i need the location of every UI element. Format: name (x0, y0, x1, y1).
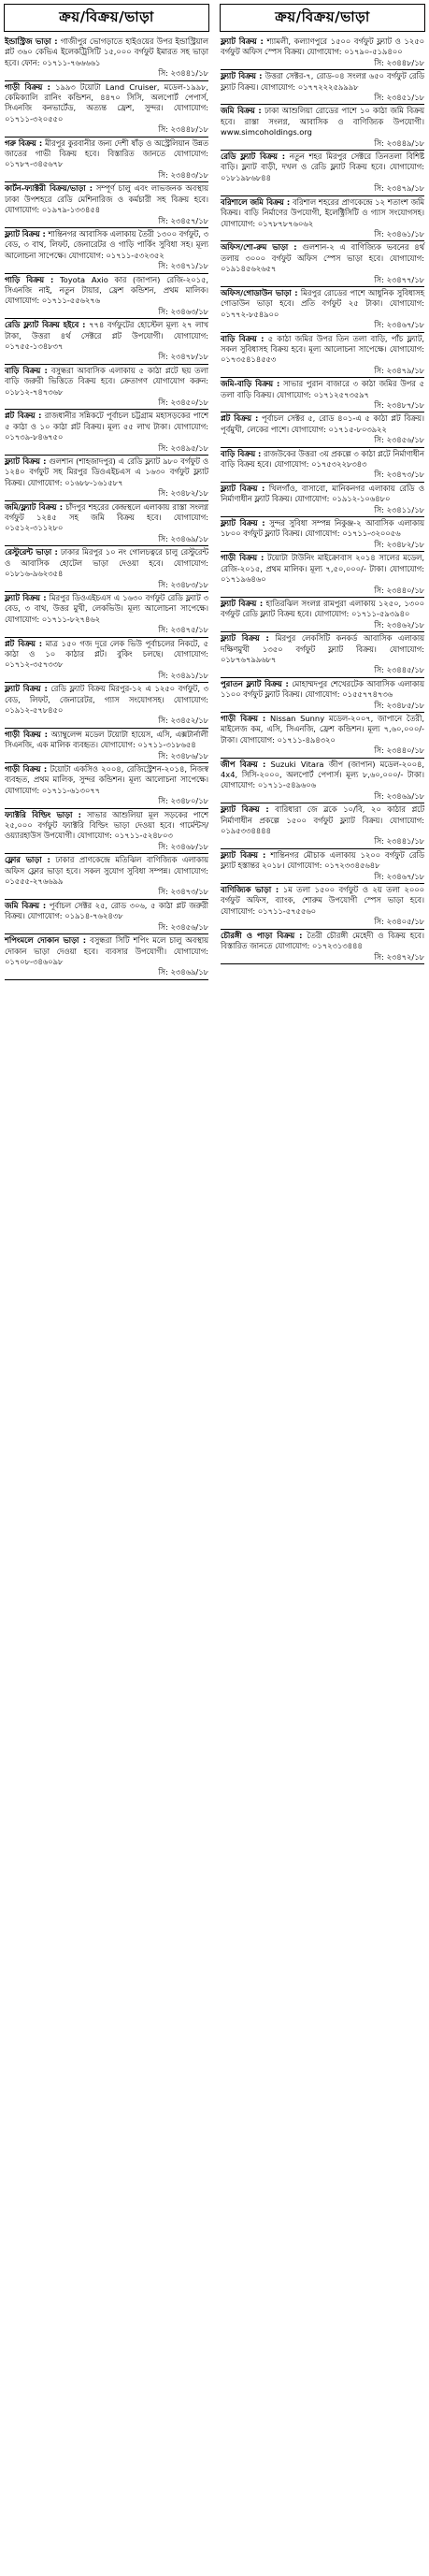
ad-code: সি: ২৩৪৪০/১৮ (374, 585, 424, 595)
ad-code: সি: ২৩৪৪০/১৮ (374, 745, 424, 756)
classified-ad (4, 683, 209, 729)
ad-code: সি: ২৩৪৮০/১৮ (158, 796, 208, 806)
ad-body: মিরপুর রোডের পাশে আধুনিক সুবিধাসহ গোডাউন ভাড়া হবে। প্রতি বর্গফুট ২৫ টাকা। যোগাযোগ: ০১৭৭২-৮৫৪৯০০ (221, 287, 424, 319)
classified-ad (220, 70, 425, 105)
ad-heading: ফ্লোর ভাড়া : (5, 855, 50, 865)
classified-ad (4, 182, 209, 228)
ad-code: সি: ২৩৪৯৫/১৮ (158, 442, 208, 453)
ad-heading: জমি বিক্রয় : (5, 900, 47, 910)
ad-code: সি: ২৩৪৪৮/১৮ (374, 57, 424, 67)
ad-heading: প্লট বিক্রয় : (5, 411, 42, 421)
ad-body: শ্যামলী, কল্যাণপুরে ১৫০০ বর্গফুট ফ্ল্যাট ও ১২৫০ বর্গফুট অফিস স্পেস বিক্রয়। যোগাযোগ: ০১৭৯০-৫১৯৪০০ (221, 36, 424, 57)
ad-body: রেডি ফ্ল্যাট বিক্রয় মিরপুর-১২ এ ১২৫০ বর্গফুট, ৩ বেড, লিফট, জেনারেটর, গ্যাস সংযোগসহ। যোগাযোগ: ০১৯১২-৫৭৮৪৫০ (5, 684, 208, 715)
classified-ad (4, 274, 209, 320)
ad-heading: ফ্ল্যাট বিক্রয় : (5, 228, 46, 239)
ad-heading: ফ্ল্যাট বিক্রয় : (221, 36, 264, 46)
ad-code: সি: ২৩৪৫২/১৮ (158, 716, 208, 726)
classified-ad (4, 729, 209, 763)
ad-heading: বাড়ি বিক্রয় : (221, 333, 265, 343)
ad-heading: বাড়ি বিক্রয় : (5, 365, 48, 375)
classified-ad (220, 412, 425, 447)
ad-code: সি: ২৩৪৭৫/১৮ (158, 625, 208, 635)
ad-heading: গাড়ী বিক্রয় : (5, 729, 48, 739)
ad-code: সি: ২৩৪১১/১৮ (374, 504, 424, 514)
ad-code: সি: ২৩৪৬২/১৮ (374, 619, 424, 630)
ad-body: গুলশান-২ এ বাণিজ্যিক ভবনের ৪র্থ তলায় ৩০০০ বর্গফুট অফিস স্পেস ভাড়া হবে। যোগাযোগ: ০১৯১৪৫৬২৬৫৭ (221, 242, 424, 274)
classified-ad (4, 638, 209, 684)
classified-ad (4, 854, 209, 900)
ad-heading: পুরাতন ফ্ল্যাট বিক্রয় : (221, 678, 289, 688)
ad-divider (221, 963, 424, 964)
ad-heading: গাড়ী বিক্রয় : (5, 764, 48, 774)
column-header-right: ক্রয়/বিক্রয়/ভাড়া (220, 4, 425, 32)
ad-heading: শপিংমলে দোকান ভাড়া : (5, 935, 87, 946)
ad-body: পূর্বাচল সেক্টর ২৫, রোড ৩০৬, ৫ কাঠা প্লট জরুরী বিক্রয়। যোগাযোগ: ০১৯১৪-৭৬২৪৩৮ (5, 900, 208, 921)
classified-ad (4, 319, 209, 365)
ad-body: মোহাম্মদপুর শেখেরটেক আবাসিক এলাকায় ১১০০ বর্গফুট ফ্ল্যাট বিক্রয়। যোগাযোগ: ০১৫৫৭৭৪৭৩৬ (221, 678, 424, 700)
classified-ad (220, 151, 425, 196)
ad-code: সি: ২৩৪৮৫/১৮ (374, 700, 424, 710)
classified-ad (4, 410, 209, 456)
ad-code: সি: ২৩৪৬৭/১৮ (374, 871, 424, 881)
ad-heading: ফ্ল্যাট বিক্রয় : (5, 592, 47, 602)
ad-heading: ফ্ল্যাট বিক্রয় : (221, 849, 266, 860)
ad-body: মিরপুর ডিওএইচএস এ ১৬৩০ বর্গফুট রেডি ফ্ল্যাট ৩ বেড, ৩ বাথ, উত্তর মুখী, লেকভিউ। মূল্য আলোচনা সাপেক্ষে। যোগাযোগ: ০১৭১১-৮২৭৪৬২ (5, 592, 208, 624)
ad-body: ঢাকা আশুলিয়া রোডের পাশে ১০ কাঠা জমি বিক্রয় হবে। রাস্তা সংলগ্ন, আবাসিক ও বাণিজ্যিক উপযোগী। www.simcoholdings.org (221, 106, 424, 137)
classified-list-left (4, 36, 209, 980)
classified-ad (220, 803, 425, 849)
classified-ad (4, 763, 209, 809)
ad-body: রাজধানীর সন্নিকটে পূর্বাচল চট্টগ্রাম মহাসড়কের পাশে ৫ কাঠা ও ১০ কাঠা প্লট বিক্রয়। মূল্য ৫৫ লাখ টাকা। যোগাযোগ: ০১৭৩৯-৮৪৬৭৫০ (5, 411, 208, 442)
ad-body: সাভার পুরান বাজারে ৩ কাঠা জমির উপর ৫ তলা বাড়ি বিক্রয়। যোগাযোগ: ০১৭১২৫৭৩৫৯৭ (221, 379, 424, 399)
ad-code: সি: ২৩৪৬৭/১৮ (374, 320, 424, 330)
ad-code: সি: ২৩৪৬৯/১৮ (158, 967, 208, 977)
classified-ad (220, 713, 425, 759)
ad-body: হাতিরঝিল সংলগ্ন রামপুরা এলাকায় ১২৫০, ১৩০০ বর্গফুট রেডি ফ্ল্যাট বিক্রয় হবে। যোগাযোগ: ০১৭১১-৫৯৩৯৪০ (221, 598, 424, 619)
ad-body: মিরপুর লেকসিটি কনকর্ড আবাসিক এলাকায় দক্ষিণমুখী ১৩৫০ বর্গফুট ফ্ল্যাট বিক্রয়। যোগাযোগ: ০১৮৭৬৭৯৯৬৮৭ (221, 633, 425, 664)
ad-heading: কার্টন-ফ্যাক্টরী বিক্রয়/ভাড়া : (5, 183, 93, 194)
ad-body: রাজউকের উত্তরা ৩য় প্রকল্পে ৩ কাঠা প্লটে নির্মাণাধীন বাড়ি বিক্রয় হবে। যোগাযোগ: ০১৭৫৩২২৮৩৪৩ (221, 448, 425, 470)
classified-ad (220, 378, 425, 412)
ad-code: সি: ২৩৪৭৩/১৮ (374, 470, 424, 480)
ad-heading: জমি-বাড়ি বিক্রয় : (221, 379, 280, 389)
classified-ad (220, 632, 425, 678)
ad-heading: গাড়ী বিক্রয় : (221, 553, 265, 563)
ad-code: সি: ২৩৪৬১/১৮ (374, 228, 424, 239)
classified-ad (220, 36, 425, 70)
ad-body: ঢাকার মিরপুর ১০ নং গোলচত্বরে চালু রেস্টুরেন্ট ও আবাসিক হোটেল ভাড়া দেওয়া হবে। যোগাযোগ: ০১৮১৬-৯৬২৩৫৪ (5, 547, 208, 579)
classified-ad (220, 448, 425, 483)
classified-ad (220, 678, 425, 713)
ad-code: সি: ২৩৪৬৯/১৮ (158, 533, 208, 543)
ad-heading: ফ্ল্যাট বিক্রয় : (5, 684, 48, 694)
classified-ad (4, 137, 209, 183)
ad-body: শান্তিনগর আবাসিক এলাকায় তৈরী ১৩০০ বর্গফুট, ৩ বেড, ৩ বাথ, লিফট, জেনারেটর ও গাড়ি পার্কিং সুবিধা সহ। মূল্য আলোচনা সাপেক্ষে। যোগাযোগ: ০১৭১১-৫৩২৩৫২ (5, 228, 208, 260)
ad-heading: ফ্ল্যাট বিক্রয় : (221, 633, 269, 644)
classified-ad (4, 934, 209, 980)
ad-divider (5, 979, 208, 980)
ad-body: Nissan Sunny মডেল-২০০৭, জাপানে তৈরী, মাইলেজ কম, এসি, সিএনজি, ফ্রেশ কন্ডিশন। মূল্য ৭,৬০,০০০/- টাকা। যোগাযোগ: ০১৭১১-৪৯৪৩২০ (221, 713, 424, 745)
ad-heading: জমি বিক্রয় : (221, 106, 262, 116)
classified-ad (4, 81, 209, 137)
ad-code: সি: ২৩৪৮৭/১৮ (374, 400, 424, 410)
classified-ad (4, 456, 209, 501)
ad-code: সি: ২৩৪৪৮/১৮ (158, 124, 208, 135)
ad-code: সি: ২৩৪৮৬/১৮ (158, 750, 208, 760)
ad-heading: গরু বিক্রয় : (5, 137, 43, 148)
classified-ad (220, 105, 425, 151)
ad-code: সি: ২৩৪৫৬/১৮ (374, 435, 424, 445)
ad-body: গুলশান (শাহজাদপুর) এ রেডি ফ্ল্যাট ৯৮০ বর্গফুট ও ১২৪০ বর্গফুট সহ মিরপুর ডিওএইচএস এ ১৬৩০ বর্গফুট ফ্ল্যাট বিক্রয়। যোগাযোগ: ০১৬৮৮-১৬১৫৮৭ (5, 456, 208, 487)
ad-heading: ফ্ল্যাট বিক্রয় : (221, 804, 269, 815)
ad-heading: জীপ বিক্রয় : (221, 759, 266, 769)
classified-ad (220, 884, 425, 930)
ad-code: সি: ২৩৪৭১/১৮ (158, 261, 208, 271)
ad-body: ১৯৯৩ টয়োটা Land Cruiser, মডেল-১৯৯৮, কেমিক্যালি রানিং কন্ডিশন, ৪৪৭০ সিসি, অলপোর্ট পেপার্স, সিএনজি কনভার্টেড, অত্যন্ত ফ্রেশ, সুন্দর। যোগাযোগ: ০১৭১১-৩২০৫৫০ (5, 81, 208, 123)
classified-ad (220, 759, 425, 804)
classified-ad (220, 598, 425, 632)
classified-ad (220, 930, 425, 964)
ad-body: মীরপুর কুরবানীর জন্য দেশী ষাঁড় ও অস্ট্রেলিয়ান উন্নত জাতের গাভী বিক্রয় হবে। বিস্তারিত জানতে যোগাযোগ: ০১৭৮৭-৩৪৫৬৭৮ (5, 137, 208, 169)
ad-body: ১ম তলা ১৫০০ বর্গফুট ও ২য় তলা ২০০০ বর্গফুট অফিস, ব্যাংক, শোরুম উপযোগী স্পেস ভাড়া হবে। যোগাযোগ: ০১৭১১-৫৭৫৫৬০ (221, 885, 425, 916)
ad-body: টয়োটা একসিও ২০০৪, রেজিস্ট্রেশন-২০১৪, নিজস্ব ব্যবহৃত, প্রথম মালিক, সুন্দর কন্ডিশন। মূল্য আলোচনা সাপেক্ষে। যোগাযোগ: ০১৭১১-৬১৩০৭৭ (5, 764, 208, 795)
classified-ad (4, 228, 209, 274)
ad-heading: গাড়ি বিক্রয় : (5, 274, 54, 284)
ad-code: সি: ২৩৪৬৮/১৮ (158, 841, 208, 851)
ad-body: Suzuki Vitara জীপ (জাপান) মডেল-২০০৪, 4x4, সিসি-২০০০, অলপোর্ট পেপার্স। মূল্য ৮,৬০,০০০/- টাকা। যোগাযোগ: ০১৭১১-৫৪৯৬০৬ (221, 759, 425, 790)
ad-heading: অফিস/গোডাউন ভাড়া : (221, 287, 298, 297)
classified-ad (4, 809, 209, 855)
ad-heading: রেস্টুরেন্ট ভাড়া : (5, 547, 58, 557)
classified-ad (4, 900, 209, 934)
ad-heading: বাণিজ্যিক ভাড়া : (221, 885, 279, 895)
ad-heading: ফ্ল্যাট বিক্রয় : (221, 483, 265, 493)
left-column (4, 4, 209, 2574)
ad-body: চাঁদপুর শহরের কেন্দ্রস্থলে এলাকায় রাস্তা সংলগ্ন বর্গফুট ১২৪৫ সহ জমি বিক্রয় হবে। যোগাযোগ: ০১৫১২-৩১১২৮০ (5, 501, 208, 533)
ad-code: সি: ২৩৪০৫/১৮ (374, 917, 424, 927)
ad-code: সি: ২৩৪৫৬/১৮ (158, 921, 208, 932)
ad-code: সি: ২৩৪৭৯/১৮ (374, 183, 424, 194)
ad-body: মাত্র ১৫০ গজ দূরে লেক ভিউ পূর্বাচলের নিকটে, ৫ কাঠা ও ১০ কাঠার প্লট। বুকিং চলছে। যোগাযোগ: ০১৭১২-৩৫৭৩৩৮ (5, 638, 208, 670)
ad-code: সি: ২৩৪৮২/১৮ (158, 488, 208, 499)
classified-ad (4, 546, 209, 592)
ad-body: বসুন্ধরা সিটি শপিং মলে চালু অবস্থায় দোকান ভাড়া দেওয়া হবে। ব্যবসার উপযোগী। যোগাযোগ: ০১৭০৮-৩৪৬০৯৮ (5, 935, 209, 966)
ad-body: পূর্বাচল সেক্টর ৫, রোড ৪০১-এ ৫ কাঠা প্লট বিক্রয়। পূর্বমুখী, লেকের পাশে। যোগাযোগ: ০১৭১৫-৮০৩৯২২ (221, 413, 424, 434)
ad-heading: ফ্ল্যাট বিক্রয় : (221, 71, 263, 81)
ad-code: সি: ২৩৪৪১/১৮ (374, 836, 424, 847)
ad-heading: গাড়ী বিক্রয় : (221, 713, 266, 723)
ad-heading: ফ্যাক্টরি বিল্ডিং ভাড়া : (5, 809, 81, 819)
ad-code: সি: ২৩৪৭৮/১৮ (158, 352, 208, 362)
ad-body: উত্তরা সেক্টর-৭, রোড-০৪ সংলগ্ন ৬৫০ বর্গফুট রেডি ফ্ল্যাট বিক্রয়। যোগাযোগ: ০১৭৭২২২৫৯৯৯৮ (221, 71, 425, 92)
right-column (220, 4, 425, 2574)
ad-code: সি: ২৩৪৪১/১৮ (158, 68, 208, 79)
column-header-left: ক্রয়/বিক্রয়/ভাড়া (4, 4, 209, 32)
ad-code: সি: ২৩৪৯১/১৮ (158, 670, 208, 680)
ad-body: শান্তিনগর মৌচাক এলাকায় ১২০০ বর্গফুট রেডি ফ্ল্যাট হস্তান্তর ২০১৮। যোগাযোগ: ০১৭২৩৩৪৫৬৪৮ (221, 849, 424, 871)
ad-heading: ফ্ল্যাট বিক্রয় : (221, 518, 265, 528)
ad-body: বারিধারা জে ব্লকে ১০/বি, ২০ কাঠার প্লটে নির্মাণাধীন প্রকল্পে ১৫০০ বর্গফুট ফ্ল্যাট বিক্রয়। যোগাযোগ: ০১৯৫৩৩৪৪৪৪ (221, 804, 424, 836)
ad-heading: ফ্ল্যাট বিক্রয় : (5, 456, 47, 467)
classified-list-right (220, 36, 425, 964)
ad-code: সি: ২৩৪৭২/১৮ (374, 951, 424, 962)
ad-heading: অফিস/শো-রুম ভাড়া : (221, 242, 297, 253)
ad-body: টয়োটা টাউনিং মাইক্রোবাস ২০১৪ সালের মডেল, রেজি-২০১৫, প্রথম মালিক। মূল্য ৭,৫০,০০০/- টাকা। যোগাযোগ: ০১৭১৯৬৪৬০ (221, 553, 424, 585)
ad-heading: বরিশালে জমি বিক্রয় : (221, 196, 291, 207)
ad-heading: প্লট বিক্রয় : (5, 638, 43, 648)
classified-ad (4, 365, 209, 411)
ad-code: সি: ২৩৪৫১/১৮ (374, 93, 424, 103)
ad-code: সি: ২৩৪৪৫/১৮ (374, 665, 424, 675)
classified-ad (4, 592, 209, 638)
ad-heading: চৌরঙ্গী ও পাড়া বিক্রয় : (221, 930, 303, 940)
classified-ad (4, 36, 209, 81)
ad-body: ৭৭৪ বর্গফুটের হোস্টেল মূল্য ২৭ লাখ টাকা, উত্তরা ৪র্থ সেক্টরে প্লট উপযোগী। যোগাযোগ: ০১৭৫৫-১৩৪৮৩৭ (5, 320, 208, 351)
ad-heading: প্লট বিক্রয় : (221, 413, 259, 424)
ad-body: ঢাকার প্রাণকেন্দ্রে মতিঝিল বাণিজ্যিক এলাকায় অফিস ফ্লোর ভাড়া হবে। সকল সুযোগ সুবিধা সম্পন্ন। যোগাযোগ: ০১৫৫৫-২৭৬৬৯৯ (5, 855, 208, 887)
classified-ad (220, 196, 425, 242)
classified-ad (220, 287, 425, 333)
ad-code: সি: ২৩৪৪৩/১৮ (158, 169, 208, 180)
ad-body: বসুন্ধরা আবাসিক এলাকায় ৫ কাঠা প্লটে ছয় তলা বাড়ি জরুরী ভিত্তিতে বিক্রয় হবে। ক্রেতাগণ যোগাযোগ করুন: ০১৮১২-৭৪৭৩৬৮ (5, 365, 208, 397)
ad-heading: জমি/ফ্ল্যাট বিক্রয় : (5, 501, 64, 512)
ad-code: সি: ২৩৪৫০/১৮ (158, 398, 208, 407)
ad-body: অ্যাম্বুলেন্স মডেল টয়োটা হায়েস, এসি, এক্সটার্নালী সিএনজি, এক মালিক ব্যবহৃত। যোগাযোগ: ০১৭১১-৩১৮৬৫৪ (5, 729, 208, 750)
ad-body: সুন্দর সুবিধা সম্পন্ন নিকুঞ্জ-২ আবাসিক এলাকায় ১৮০০ বর্গফুট ফ্ল্যাট বিক্রয়। যোগাযোগ: ০১৭১১-৩২০০৫৬ (221, 518, 425, 539)
ad-code: সি: ২৩৪৫৭/১৮ (158, 215, 208, 225)
ad-code: সি: ২৩৪৬৯/১৮ (374, 790, 424, 801)
classified-ad (220, 483, 425, 517)
ad-body: নতুন শহর মিরপুর সেক্টরে তিনতলা বিশিষ্ট বাড়ি। ফ্ল্যাট বাড়ী, দখল ও রেডি ফ্ল্যাট বিক্রয় হবে। যোগাযোগ: ০১৮১৯৮৬৮৪৪ (221, 152, 424, 182)
ad-heading: ফ্ল্যাট বিক্রয় : (221, 598, 264, 608)
ad-body: Toyota Axio কার (জাপান) রেজি-২০১৫, সিএনজি নাই, নতুন টায়ার, ফ্রেশ কন্ডিশন, প্রথম মালিক। যোগাযোগ: ০১৭১১-৫৫৬২৭৬ (5, 274, 208, 306)
ad-code: সি: ২৩৪৬৩/১৮ (158, 306, 208, 316)
classified-ad (4, 501, 209, 547)
ad-body: সম্পূর্ণ চালু এবং লাভজনক অবস্থায় ঢাকা উপশহরে রেডি মেশিনারিজ ও কর্মচারী সহ বিক্রয় হবে। যোগাযোগ: ০১৯৭৯-১৩৩৪৫৪ (5, 183, 208, 215)
ad-heading: রেডি ফ্ল্যাট বিক্রয় হইবে : (5, 320, 86, 330)
classified-ad (220, 849, 425, 884)
ad-code: সি: ২৩৪৭৭/১৮ (374, 274, 424, 284)
classified-ad (220, 552, 425, 598)
ad-body: গাজীপুর ভোগড়াতে হাইওয়ের উপর ইন্ডাস্ট্রিয়াল প্লট ৩৬০ কেভিএ ইলেকট্রিসিটি ১৫,০০০ বর্গফুট ইমারত সহ ভাড়া হবে। ফোন: ০১৭১১-৭৬৬৬৬১ (5, 36, 208, 67)
classified-ad (220, 333, 425, 379)
ad-code: সি: ২৩৪৭৩/১৮ (158, 887, 208, 897)
classified-ad (220, 517, 425, 552)
ad-body: ৫ কাঠা জমির উপর তিন তলা বাড়ি, পাঁচ ফ্ল্যাট, সকল সুবিধাসহ বিক্রয় হবে। মূল্য আলোচনা সাপেক্ষে। যোগাযোগ: ০১৭৩৫৪১৪৫৫৩ (221, 333, 425, 365)
ad-heading: গাড়ী বিক্রয় : (5, 81, 50, 92)
ad-heading: ইন্ডাস্ট্রিজ ভাড়া : (5, 36, 58, 46)
ad-heading: রেডি ফ্ল্যাট বিক্রয় : (221, 152, 286, 162)
ad-code: সি: ২৩৪৭৯/১৮ (374, 365, 424, 375)
ad-body: তৈরী চৌরঙ্গী মেহেদী ও বিক্রয় হবে। বিস্তারিত জানতে যোগাযোগ: ০১৭২৩১৩৪৪৪ (221, 930, 424, 951)
ad-body: বরিশাল শহরের প্রাণকেন্দ্রে ১২ শতাংশ জমি বিক্রয়। বাড়ি নির্মাণের উপযোগী, ইলেক্ট্রিসিটি ও গ্যাস সংযোগসহ। যোগাযোগ: ০১৭৮৭৮৭৬০৬২ (221, 196, 424, 228)
ad-code: সি: ২৩৪৮৩/১৮ (158, 579, 208, 589)
ad-body: সাভার আশুলিয়া মূল সড়কের পাশে ২৫,০০০ বর্গফুট ফ্যাক্টরি বিল্ডিং ভাড়া দেওয়া হবে। গার্মেন্টস/ওয়্যারহাউস উপযোগী। যোগাযোগ: ০১৭১১-৫২৪৮০৩ (5, 809, 208, 841)
ad-heading: বাড়ি বিক্রয় : (221, 448, 262, 458)
ad-code: সি: ২৩৪৪৯/১৮ (374, 137, 424, 148)
ad-code: সি: ২৩৪৮২/১৮ (374, 539, 424, 549)
classified-ad (220, 241, 425, 287)
ad-body: খিলগাঁও, বাসাবো, মানিকনগর এলাকায় রেডি ও নির্মাণাধীন ফ্ল্যাট বিক্রয়। যোগাযোগ: ০১৯১২-১০৬৪৮০ (221, 483, 425, 504)
